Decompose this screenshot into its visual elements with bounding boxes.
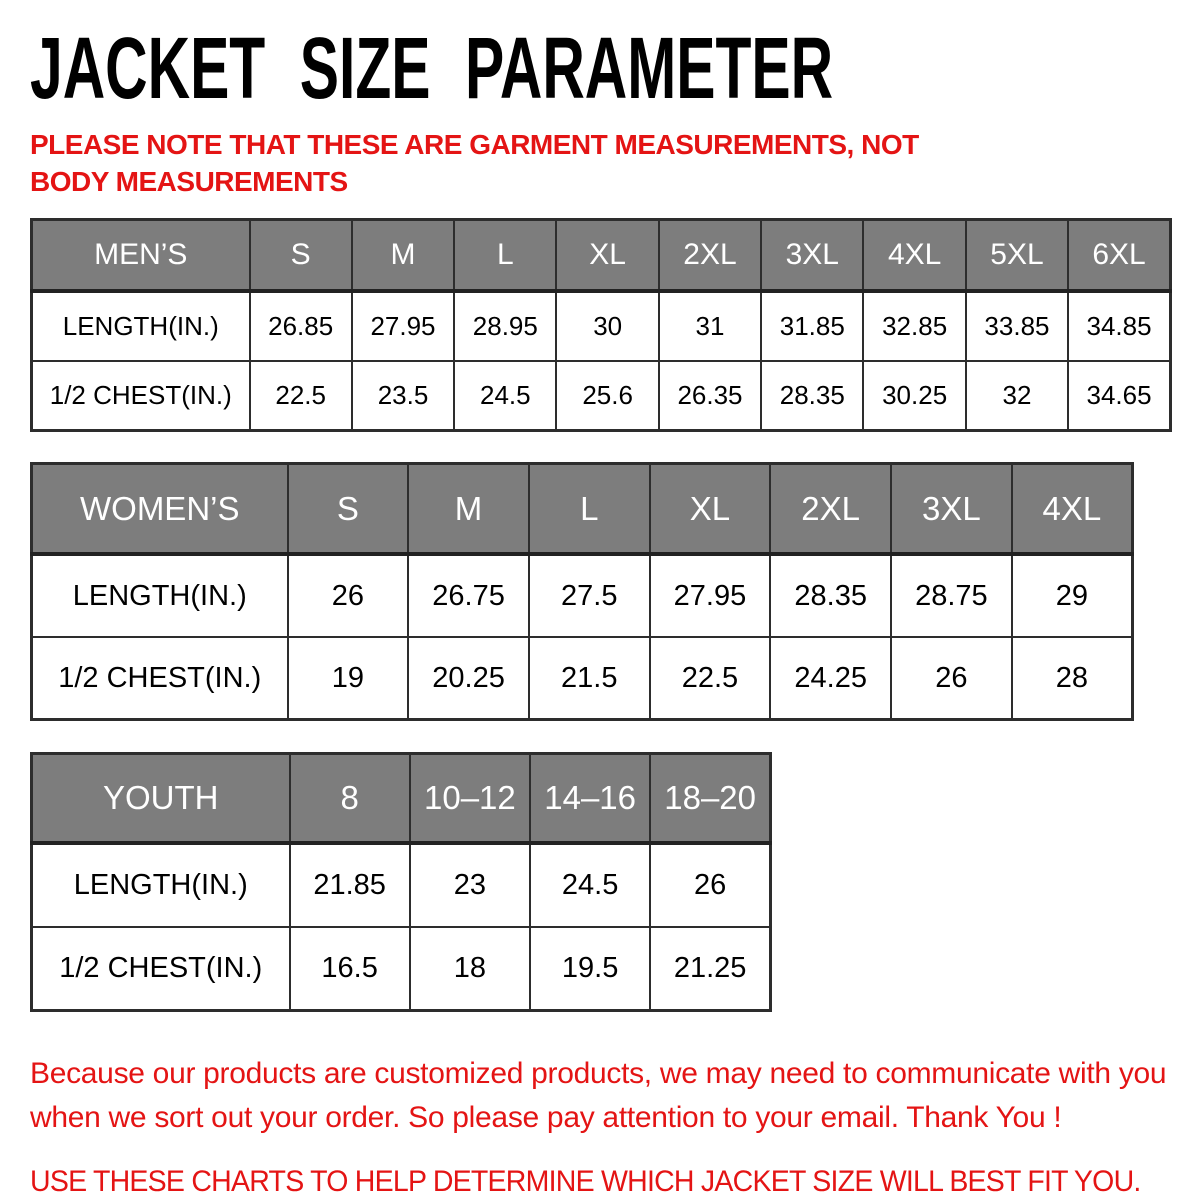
- mens-value-cell: 22.5: [250, 361, 352, 431]
- womens-value-cell: 24.25: [770, 637, 891, 720]
- womens-size-header: 2XL: [770, 464, 891, 555]
- mens-size-header: 6XL: [1068, 220, 1170, 292]
- mens-value-cell: 23.5: [352, 361, 454, 431]
- mens-value-cell: 30.25: [863, 361, 965, 431]
- mens-value-cell: 28.35: [761, 361, 863, 431]
- womens-size-header: 3XL: [891, 464, 1012, 555]
- youth-value-cell: 16.5: [290, 927, 410, 1011]
- womens-value-cell: 27.95: [650, 554, 771, 637]
- youth-measurement-row: [32, 843, 771, 927]
- womens-size-header: 4XL: [1012, 464, 1133, 555]
- youth-size-table: [30, 752, 772, 1012]
- womens-value-cell: 26.75: [408, 554, 529, 637]
- womens-measurement-row: [32, 637, 1133, 720]
- mens-value-cell: 32: [966, 361, 1068, 431]
- youth-row-label: LENGTH(IN.): [32, 843, 290, 927]
- womens-size-header: XL: [650, 464, 771, 555]
- youth-size-header: 18–20: [650, 754, 770, 844]
- womens-value-cell: 19: [288, 637, 409, 720]
- womens-value-cell: 26: [891, 637, 1012, 720]
- womens-value-cell: 28: [1012, 637, 1133, 720]
- youth-value-cell: 19.5: [530, 927, 650, 1011]
- mens-value-cell: 34.85: [1068, 291, 1170, 361]
- mens-size-header: 5XL: [966, 220, 1068, 292]
- page-title: JACKET SIZE PARAMETER: [30, 18, 834, 117]
- womens-size-header: M: [408, 464, 529, 555]
- youth-size-header: 10–12: [410, 754, 530, 844]
- garment-measurement-note: PLEASE NOTE THAT THESE ARE GARMENT MEASUREMENTS, NOT BODY MEASUREMENTS: [30, 129, 919, 197]
- womens-size-table: [30, 462, 1134, 721]
- chart-usage-advice: USE THESE CHARTS TO HELP DETERMINE WHICH JACKET SIZE WILL BEST FIT YOU.: [30, 1165, 1141, 1198]
- mens-group-label: MEN’S: [32, 220, 250, 292]
- mens-value-cell: 25.6: [556, 361, 658, 431]
- youth-measurement-row: [32, 927, 771, 1011]
- youth-value-cell: 24.5: [530, 843, 650, 927]
- womens-row-label: LENGTH(IN.): [32, 554, 288, 637]
- womens-value-cell: 27.5: [529, 554, 650, 637]
- mens-row-label: 1/2 CHEST(IN.): [32, 361, 250, 431]
- womens-size-header: S: [288, 464, 409, 555]
- mens-size-table: [30, 218, 1172, 432]
- youth-value-cell: 21.25: [650, 927, 770, 1011]
- youth-value-cell: 23: [410, 843, 530, 927]
- mens-value-cell: 26.85: [250, 291, 352, 361]
- womens-value-cell: 26: [288, 554, 409, 637]
- womens-group-label: WOMEN’S: [32, 464, 288, 555]
- mens-value-cell: 24.5: [454, 361, 556, 431]
- mens-value-cell: 31.85: [761, 291, 863, 361]
- womens-value-cell: 20.25: [408, 637, 529, 720]
- youth-size-header: 8: [290, 754, 410, 844]
- mens-measurement-row: [32, 361, 1171, 431]
- mens-size-header: S: [250, 220, 352, 292]
- youth-size-table-container: [30, 752, 1200, 1012]
- womens-size-header: L: [529, 464, 650, 555]
- mens-value-cell: 34.65: [1068, 361, 1170, 431]
- mens-value-cell: 27.95: [352, 291, 454, 361]
- womens-header-row: [32, 464, 1133, 555]
- mens-value-cell: 26.35: [659, 361, 761, 431]
- mens-size-header: XL: [556, 220, 658, 292]
- mens-value-cell: 31: [659, 291, 761, 361]
- youth-header-row: [32, 754, 771, 844]
- mens-header-row: [32, 220, 1171, 292]
- mens-value-cell: 28.95: [454, 291, 556, 361]
- mens-size-header: 3XL: [761, 220, 863, 292]
- youth-group-label: YOUTH: [32, 754, 290, 844]
- youth-size-header: 14–16: [530, 754, 650, 844]
- womens-value-cell: 22.5: [650, 637, 771, 720]
- mens-value-cell: 33.85: [966, 291, 1068, 361]
- youth-value-cell: 26: [650, 843, 770, 927]
- mens-size-header: 2XL: [659, 220, 761, 292]
- womens-value-cell: 28.75: [891, 554, 1012, 637]
- mens-size-table-container: [30, 218, 1200, 432]
- womens-value-cell: 29: [1012, 554, 1133, 637]
- womens-size-table-container: [30, 462, 1200, 721]
- customization-notice: Because our products are customized products, we may need to communicate with you when we sort out your order. So please pay attention to your email. Thank You !: [30, 1057, 1167, 1134]
- mens-size-header: M: [352, 220, 454, 292]
- mens-row-label: LENGTH(IN.): [32, 291, 250, 361]
- womens-row-label: 1/2 CHEST(IN.): [32, 637, 288, 720]
- mens-value-cell: 30: [556, 291, 658, 361]
- youth-row-label: 1/2 CHEST(IN.): [32, 927, 290, 1011]
- womens-measurement-row: [32, 554, 1133, 637]
- youth-value-cell: 21.85: [290, 843, 410, 927]
- mens-size-header: 4XL: [863, 220, 965, 292]
- mens-value-cell: 32.85: [863, 291, 965, 361]
- youth-value-cell: 18: [410, 927, 530, 1011]
- womens-value-cell: 28.35: [770, 554, 891, 637]
- mens-size-header: L: [454, 220, 556, 292]
- mens-measurement-row: [32, 291, 1171, 361]
- womens-value-cell: 21.5: [529, 637, 650, 720]
